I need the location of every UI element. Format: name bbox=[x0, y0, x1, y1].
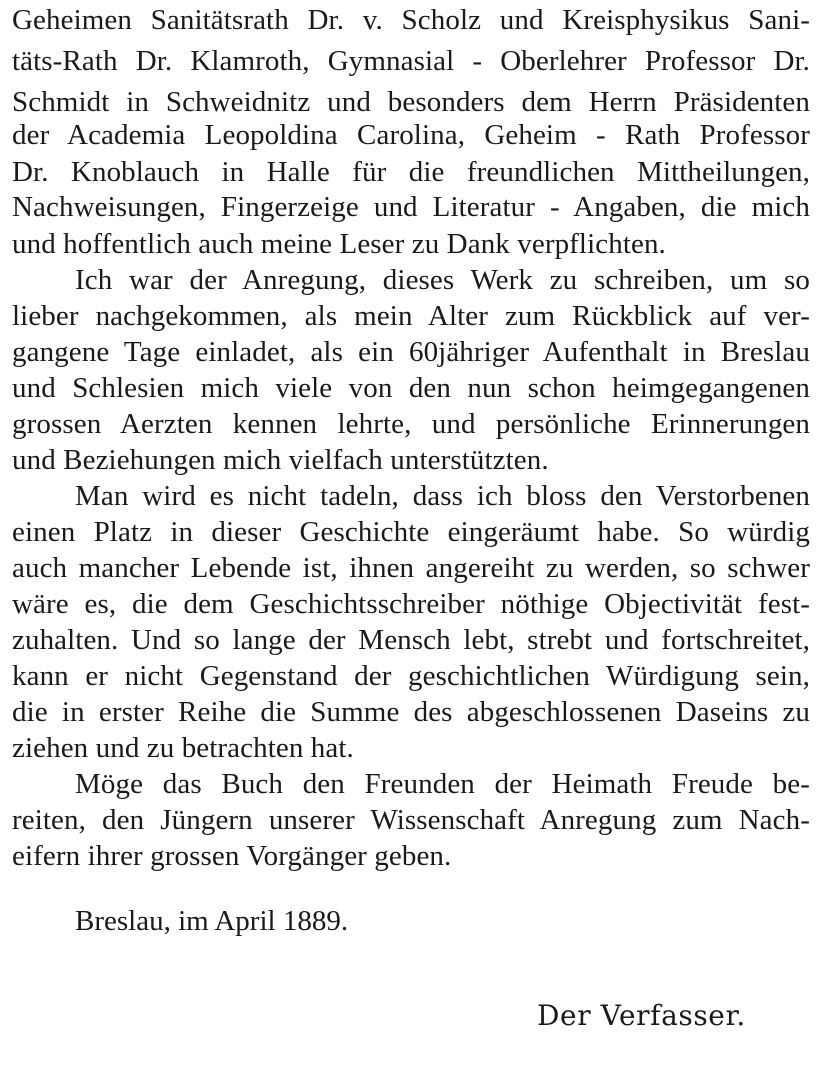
text-line: Schmidt in Schweidnitz und besonders dem Herrn Präsidenten bbox=[12, 86, 810, 118]
text-line: die in erster Reihe die Summe des abgeschlossenen Daseins zu bbox=[12, 696, 810, 728]
text-line: gangene Tage einladet, als ein 60jähriger Aufenthalt in Breslau bbox=[12, 336, 810, 368]
text-line: der Academia Leopoldina Carolina, Geheim - Rath Professor bbox=[12, 119, 810, 151]
text-line: Man wird es nicht tadeln, dass ich bloss den Verstorbenen bbox=[75, 480, 810, 512]
text-line: lieber nachgekommen, als mein Alter zum Rückblick auf ver- bbox=[12, 300, 810, 332]
text-line: einen Platz in dieser Geschichte eingeräumt habe. So würdig bbox=[12, 516, 810, 548]
text-line: täts-Rath Dr. Klamroth, Gymnasial - Oberlehrer Professor Dr. bbox=[12, 45, 810, 77]
text-line: Ich war der Anregung, dieses Werk zu schreiben, um so bbox=[75, 264, 810, 296]
text-line: grossen Aerzten kennen lehrte, und persönliche Erinnerungen bbox=[12, 408, 810, 440]
dateline: Breslau, im April 1889. bbox=[75, 905, 349, 937]
text-line: ziehen und zu betrachten hat. bbox=[12, 732, 354, 764]
text-line: eifern ihrer grossen Vorgänger geben. bbox=[12, 840, 452, 872]
author-signature: Der Verfasser. bbox=[537, 999, 746, 1032]
text-line: und Schlesien mich viele von den nun schon heimgegangenen bbox=[12, 372, 810, 404]
text-line: und Beziehungen mich vielfach unterstützten. bbox=[12, 444, 549, 476]
text-line: reiten, den Jüngern unserer Wissenschaft Anregung zum Nach- bbox=[12, 804, 810, 836]
text-line: wäre es, die dem Geschichtsschreiber nöthige Objectivität fest- bbox=[12, 588, 810, 620]
text-line: auch mancher Lebende ist, ihnen angereiht zu werden, so schwer bbox=[12, 552, 810, 584]
text-line: und hoffentlich auch meine Leser zu Dank verpflichten. bbox=[12, 228, 666, 260]
text-line: Geheimen Sanitätsrath Dr. v. Scholz und Kreisphysikus Sani- bbox=[12, 4, 810, 36]
text-line: Nachweisungen, Fingerzeige und Literatur - Angaben, die mich bbox=[12, 191, 810, 223]
text-line: Möge das Buch den Freunden der Heimath Freude be- bbox=[75, 768, 810, 800]
text-line: kann er nicht Gegenstand der geschichtlichen Würdigung sein, bbox=[12, 660, 810, 692]
text-line: zuhalten. Und so lange der Mensch lebt, strebt und fortschreitet, bbox=[12, 624, 810, 656]
text-line: Dr. Knoblauch in Halle für die freundlichen Mittheilungen, bbox=[12, 156, 810, 188]
